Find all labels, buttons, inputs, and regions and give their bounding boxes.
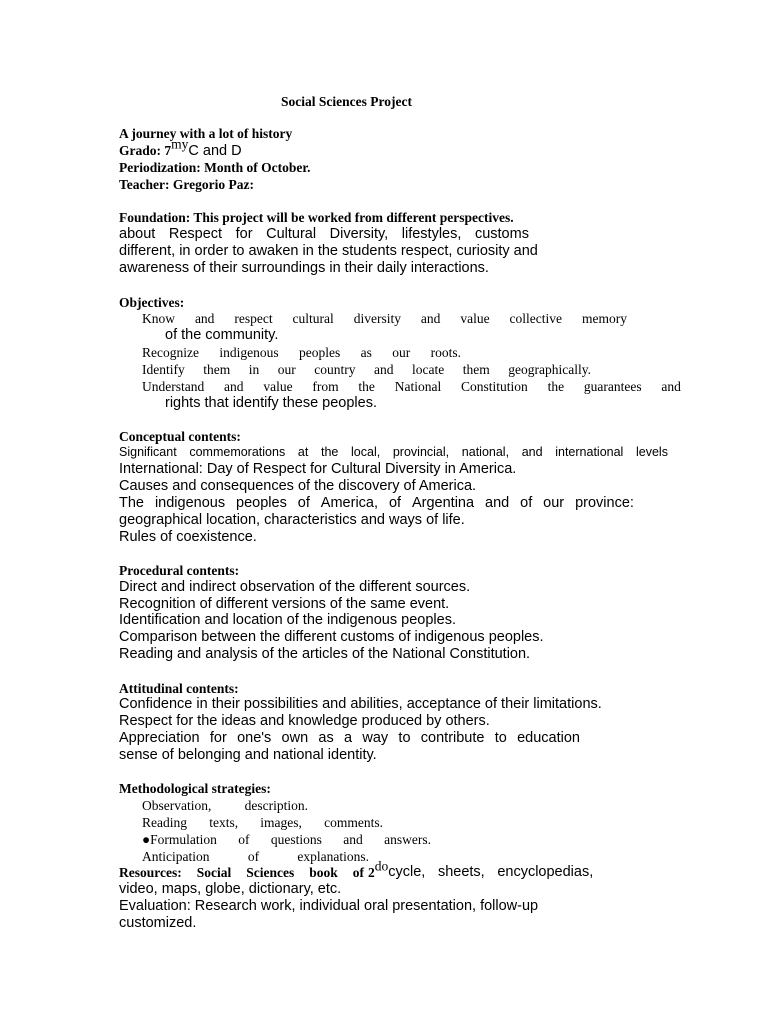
word: of [297,495,310,511]
grado-superscript: my [171,136,189,152]
conceptual-line-4 [119,495,634,512]
methodological-item-3 [142,831,431,848]
resources-cycle-superscript: do [374,858,389,874]
word: our [392,345,411,360]
word: roots. [430,345,461,360]
methodological-item-1 [142,797,308,814]
word: Identify [142,362,185,377]
word: and [521,445,543,459]
word: America, [320,495,379,511]
word: our [277,362,296,377]
word: levels [636,445,668,459]
word: the [320,445,339,459]
word: lifestyles, [401,226,462,242]
word: of [388,495,402,511]
objectives-heading: Objectives: [119,295,185,310]
word: and [485,495,510,511]
word: Observation, [142,798,212,813]
word: Know [142,311,175,326]
procedural-line: Identification and location of the indigenous peoples. [119,612,456,628]
word: answers. [384,832,431,847]
word: geographically. [508,362,591,377]
grado-line [119,136,242,160]
word: explanations. [297,849,369,864]
conceptual-line-3: Causes and consequences of the discovery of America. [119,478,477,494]
conceptual-line-5: geographical location, characteristics and ways of life. [119,512,465,528]
word: National [394,379,442,394]
word: to [398,730,411,746]
word: customs [474,226,529,242]
methodological-item-4 [142,848,369,865]
teacher-line: Teacher: Gregorio Paz: [119,177,254,192]
word: cultural [292,311,334,326]
word: and [194,311,215,326]
word: Constitution [461,379,528,394]
word: about [119,226,156,242]
project-subtitle: A journey with a lot of history [119,126,293,141]
word: and [343,832,363,847]
procedural-heading: Procedural contents: [119,563,240,578]
word: Reading [142,815,187,830]
word: respect [234,311,273,326]
foundation-heading: Foundation: This project will be worked from different perspectives. [119,210,514,225]
word: description. [244,798,308,813]
word: Argentina [411,495,475,511]
word: memory [581,311,627,326]
word: of [520,495,533,511]
word: country [314,362,356,377]
word: local, [351,445,381,459]
methodological-heading: Methodological strategies: [119,781,271,796]
word: for [209,730,227,746]
procedural-line: Recognition of different versions of the same event. [119,596,450,612]
word: Cultural [266,226,317,242]
word: peoples [236,495,287,511]
objective-4-line-1 [142,378,681,395]
evaluation-line-1: Evaluation: Research work, individual oral presentation, follow-up [119,898,539,914]
word: them [462,362,490,377]
word: and [661,379,681,394]
word: as [360,345,372,360]
word: province: [575,495,634,511]
word: national, [461,445,510,459]
word: own [281,730,309,746]
word: sheets, [437,864,485,880]
evaluation-line-2: customized. [119,915,197,931]
objective-3 [142,361,591,378]
word: texts, [209,815,239,830]
word: The [119,495,144,511]
resources-prefix [119,864,364,881]
grado-label: Grado: 7 [119,143,172,158]
word: Significant [119,445,177,459]
conceptual-line-2: International: Day of Respect for Cultural Diversity in America. [119,461,517,477]
word: way [362,730,389,746]
foundation-line-3: awareness of their surroundings in their daily interactions. [119,260,489,276]
resources-rest [388,864,593,881]
conceptual-line-1 [119,444,668,461]
word: value [263,379,293,394]
objective-1-line-1 [142,310,627,327]
word: questions [270,832,322,847]
attitudinal-line-1: Confidence in their possibilities and abilities, acceptance of their limitations. [119,696,602,712]
word: Understand [142,379,205,394]
word: as [318,730,334,746]
word: book [309,865,338,880]
word: comments. [324,815,383,830]
resources-cycle-number: 2 [368,865,375,880]
attitudinal-heading: Attitudinal contents: [119,681,239,696]
word: Resources: [119,865,182,880]
word: a [344,730,353,746]
word: for [235,226,253,242]
word: provincial, [392,445,450,459]
word: cycle, [388,864,426,880]
foundation-line-1 [119,226,529,243]
word: and [374,362,394,377]
procedural-line: Direct and indirect observation of the different sources. [119,579,471,595]
objective-1-line-2: of the community. [165,327,279,343]
word: diversity [353,311,401,326]
word: in [248,362,260,377]
word: peoples [298,345,341,360]
word: the [547,379,565,394]
conceptual-heading: Conceptual contents: [119,429,241,444]
word: Social [196,865,232,880]
word: the [358,379,375,394]
attitudinal-line-3 [119,730,580,747]
word: to [494,730,507,746]
word: our [543,495,565,511]
word: Anticipation [142,849,210,864]
resources-line-1 [119,858,594,881]
word: one's [237,730,272,746]
word: Sciences [246,865,295,880]
periodization-line: Periodization: Month of October. [119,160,311,175]
word: commemorations [189,445,286,459]
procedural-line: Reading and analysis of the articles of the National Constitution. [119,646,531,662]
word: Diversity, [329,226,389,242]
word: from [312,379,339,394]
word: education [517,730,580,746]
word: of [247,849,260,864]
word: international [555,445,624,459]
word: of [352,865,364,880]
word: contribute [420,730,485,746]
word: indigenous [154,495,226,511]
word: at [297,445,309,459]
word: images, [260,815,302,830]
grado-value: C and D [188,143,242,159]
word: guarantees [583,379,642,394]
attitudinal-line-2: Respect for the ideas and knowledge produced by others. [119,713,490,729]
word: indigenous [219,345,279,360]
attitudinal-line-4: sense of belonging and national identity. [119,747,377,763]
word: of [238,832,250,847]
word: encyclopedias, [497,864,594,880]
word: locate [412,362,445,377]
document-title: Social Sciences Project [281,94,412,109]
objective-4-line-2: rights that identify these peoples. [165,395,377,411]
word: them [203,362,231,377]
conceptual-line-6: Rules of coexistence. [119,529,257,545]
word: collective [509,311,563,326]
methodological-item-2 [142,814,383,831]
word: and [420,311,441,326]
objective-2 [142,344,461,361]
word: ●Formulation [142,832,217,847]
word: Appreciation [119,730,200,746]
procedural-line: Comparison between the different customs of indigenous peoples. [119,629,544,645]
word: Recognize [142,345,199,360]
resources-line-2: video, maps, globe, dictionary, etc. [119,881,342,897]
word: and [224,379,244,394]
foundation-line-2: different, in order to awaken in the students respect, curiosity and [119,243,538,259]
word: Respect [168,226,223,242]
word: value [460,311,490,326]
